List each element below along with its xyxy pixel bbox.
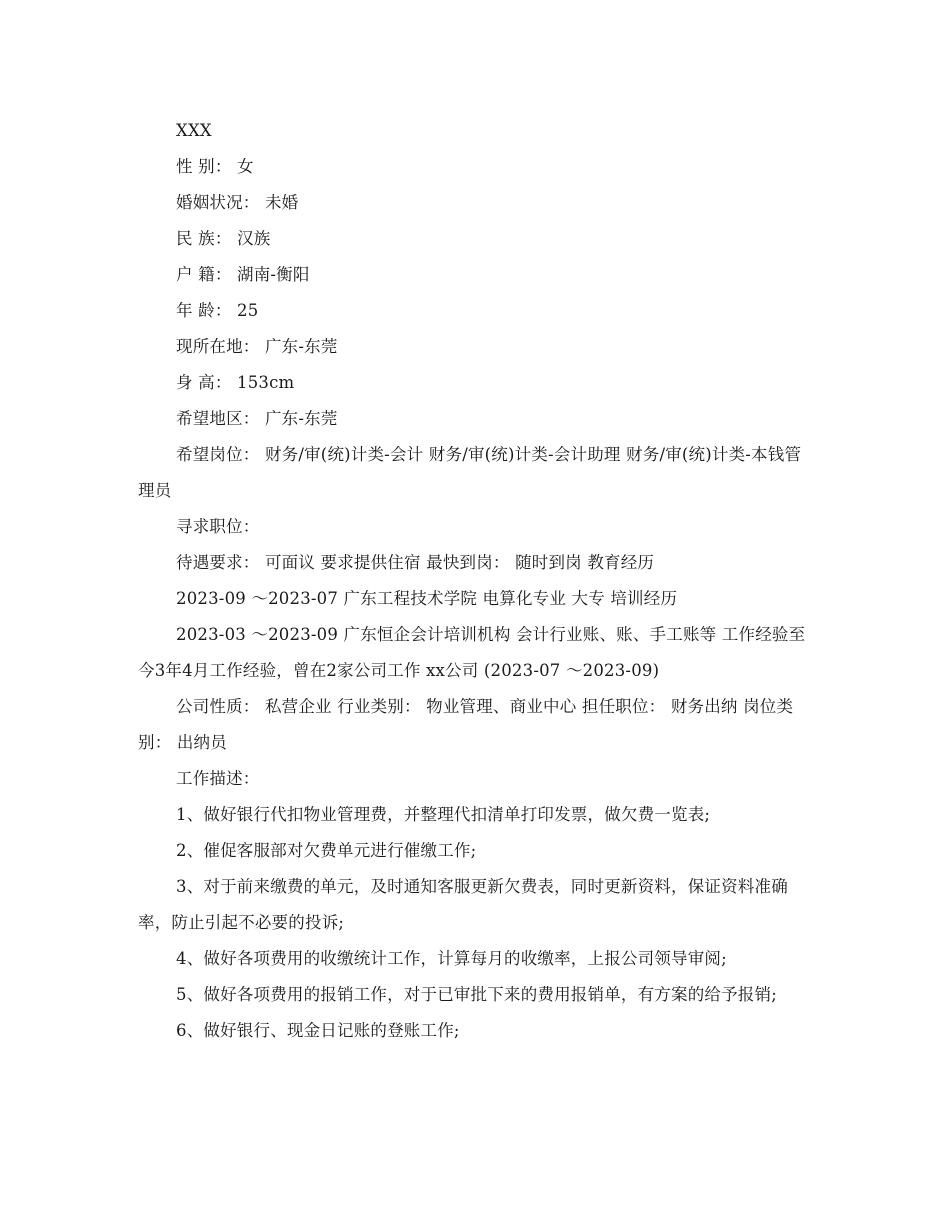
duty-item-3: 3、对于前来缴费的单元，及时通知客服更新欠费表，同时更新资料，保证资料准确率，防止引起不必要的投诉; <box>138 877 788 932</box>
duty-item-2: 2、催促客服部对欠费单元进行催缴工作; <box>176 841 477 860</box>
seeking-position-line: 寻求职位： <box>176 517 260 536</box>
current-location-line: 现所在地： 广东-东莞 <box>176 337 338 356</box>
duty-item-4: 4、做好各项费用的收缴统计工作，计算每月的收缴率，上报公司领导审阅; <box>176 949 727 968</box>
training-experience-paragraph: 2023-03 ～2023-09 广东恒企会计培训机构 会计行业账、账、手工账等 工作经验至今3年4月工作经验，曾在2家公司工作 xx公司 (2023-07 ～2023-09) <box>138 625 806 680</box>
duty-item-5: 5、做好各项费用的报销工作，对于已审批下来的费用报销单，有方案的给予报销; <box>176 985 777 1004</box>
name-line: XXX <box>176 121 212 140</box>
desired-position-paragraph: 希望岗位： 财务/审(统)计类-会计 财务/审(统)计类-会计助理 财务/审(统)计类-本钱管理员 <box>138 445 802 500</box>
resume-body <box>138 113 810 1049</box>
marital-status-line: 婚姻状况： 未婚 <box>176 193 299 212</box>
education-line: 2023-09 ～2023-07 广东工程技术学院 电算化专业 大专 培训经历 <box>176 589 678 608</box>
salary-requirement-line: 待遇要求： 可面议 要求提供住宿 最快到岗： 随时到岗 教育经历 <box>176 553 655 572</box>
company-info-paragraph: 公司性质： 私营企业 行业类别： 物业管理、商业中心 担任职位： 财务出纳 岗位类别： 出纳员 <box>138 697 794 752</box>
household-registration-line: 户 籍： 湖南-衡阳 <box>176 265 310 284</box>
age-line: 年 龄： 25 <box>176 301 259 320</box>
duty-item-6: 6、做好银行、现金日记账的登账工作; <box>176 1021 460 1040</box>
height-line: 身 高： 153cm <box>176 373 295 392</box>
ethnicity-line: 民 族： 汉族 <box>176 229 271 248</box>
desired-region-line: 希望地区： 广东-东莞 <box>176 409 338 428</box>
job-description-heading: 工作描述： <box>176 769 260 788</box>
duty-item-1: 1、做好银行代扣物业管理费，并整理代扣清单打印发票，做欠费一览表; <box>176 805 711 824</box>
gender-line: 性 别： 女 <box>176 157 254 176</box>
